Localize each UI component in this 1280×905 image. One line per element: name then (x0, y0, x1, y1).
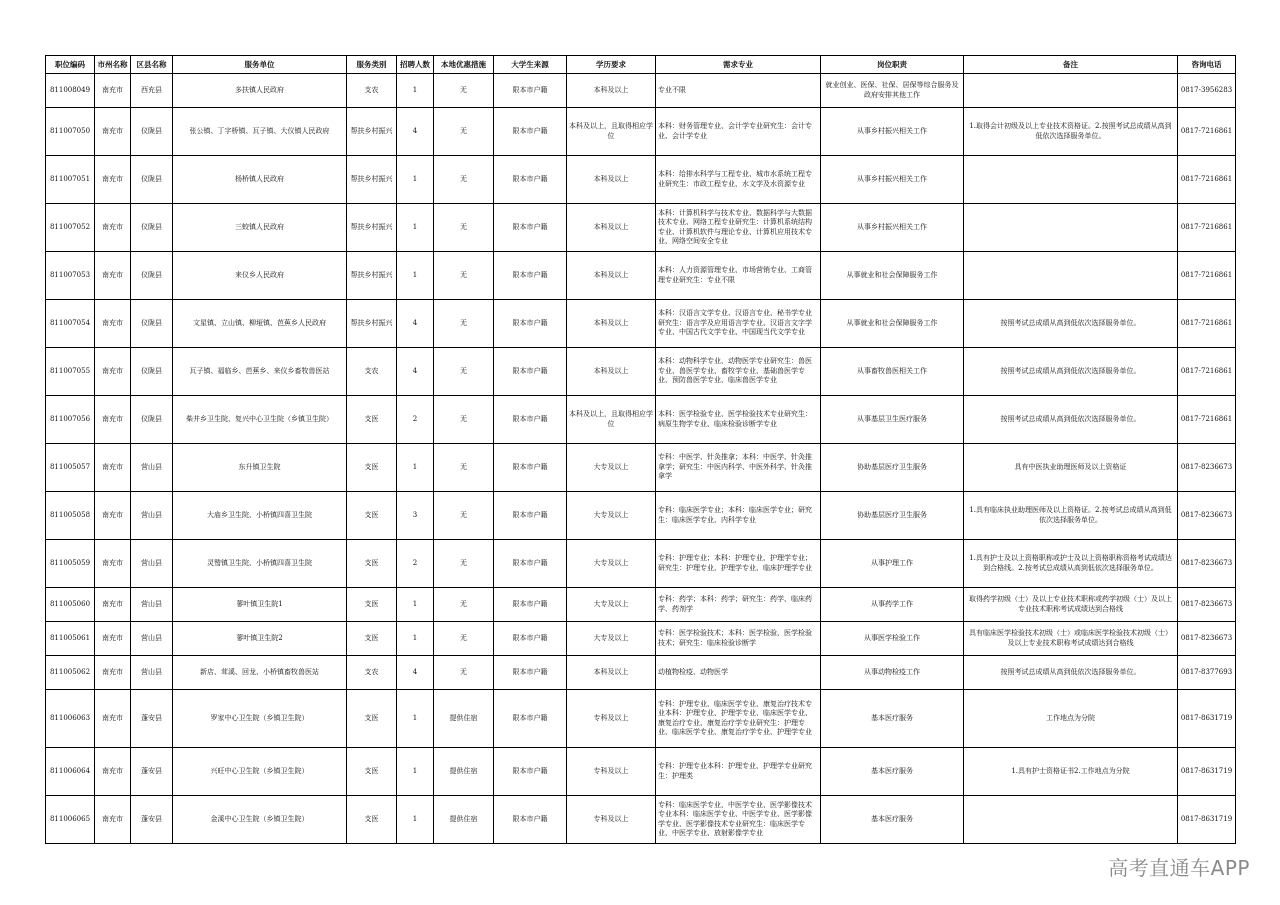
cell-duties: 就业创业、医保、社保、居保等综合服务及政府安排其他工作 (821, 74, 964, 108)
cell-service-type: 支医 (347, 396, 397, 444)
table-row (46, 622, 1236, 656)
cell-job-code: 811007055 (46, 348, 95, 396)
cell-city: 南充市 (95, 74, 131, 108)
cell-remarks: 按照考试总成绩从高到低依次选择服务单位。 (964, 396, 1178, 444)
cell-headcount: 4 (397, 656, 434, 690)
table-row (46, 588, 1236, 622)
cell-duties: 基本医疗服务 (821, 748, 964, 796)
cell-education: 专科及以上 (567, 748, 656, 796)
cell-remarks (964, 796, 1178, 844)
cell-duties: 基本医疗服务 (821, 690, 964, 748)
cell-service-type: 帮扶乡村振兴 (347, 156, 397, 204)
watermark: 高考直通车APP (1108, 856, 1250, 880)
cell-remarks: 按照考试总成绩从高到低依次选择服务单位。 (964, 656, 1178, 690)
cell-remarks: 按照考试总成绩从高到低依次选择服务单位。 (964, 348, 1178, 396)
cell-headcount: 1 (397, 748, 434, 796)
cell-job-code: 811007054 (46, 300, 95, 348)
cell-job-code: 811005057 (46, 444, 95, 492)
header-student-origin: 大学生来源 (494, 56, 567, 74)
header-service-type: 服务类别 (347, 56, 397, 74)
cell-city: 南充市 (95, 690, 131, 748)
cell-county: 仪陇县 (131, 156, 173, 204)
cell-duties: 从事就业和社会保障服务工作 (821, 300, 964, 348)
cell-duties: 从事药学工作 (821, 588, 964, 622)
cell-service-type: 支医 (347, 690, 397, 748)
cell-service-type: 支农 (347, 656, 397, 690)
cell-job-code: 811007053 (46, 252, 95, 300)
cell-required-major: 专科：临床医学专业、中医学专业、医学影像技术专业本科：临床医学专业、中医学专业、医学影像学专业、医学影像技术专业研究生：临床医学专业、中医学专业、放射影像学专业 (656, 796, 821, 844)
cell-required-major: 专科：护理专业、临床医学专业、康复治疗技术专业本科：护理专业、护理学专业、临床医学专业、康复治疗专业、康复治疗学专业研究生：护理专业、临床医学专业、康复治疗学专业、护理学专业 (656, 690, 821, 748)
cell-service-unit: 兴旺中心卫生院（乡镇卫生院） (173, 748, 347, 796)
cell-service-unit: 大庙乡卫生院、小桥镇四喜卫生院 (173, 492, 347, 540)
cell-headcount: 1 (397, 444, 434, 492)
cell-job-code: 811005060 (46, 588, 95, 622)
cell-local-benefit: 无 (434, 588, 494, 622)
cell-city: 南充市 (95, 108, 131, 156)
cell-student-origin: 限本市户籍 (494, 588, 567, 622)
cell-remarks: 按照考试总成绩从高到低依次选择服务单位。 (964, 300, 1178, 348)
table-row (46, 252, 1236, 300)
cell-education: 本科及以上 (567, 300, 656, 348)
cell-phone: 0817-7216861 (1178, 108, 1236, 156)
cell-education: 大专及以上 (567, 622, 656, 656)
cell-city: 南充市 (95, 588, 131, 622)
cell-phone: 0817-8631719 (1178, 796, 1236, 844)
cell-service-unit: 张公镇、丁字桥镇、瓦子镇、大仪镇人民政府 (173, 108, 347, 156)
table-row (46, 348, 1236, 396)
cell-headcount: 1 (397, 74, 434, 108)
table-row (46, 204, 1236, 252)
cell-service-type: 支农 (347, 348, 397, 396)
cell-local-benefit: 无 (434, 396, 494, 444)
cell-county: 蓬安县 (131, 748, 173, 796)
header-education: 学历要求 (567, 56, 656, 74)
cell-service-unit: 东升镇卫生院 (173, 444, 347, 492)
cell-city: 南充市 (95, 748, 131, 796)
cell-service-type: 支医 (347, 588, 397, 622)
cell-headcount: 1 (397, 690, 434, 748)
header-remarks: 备注 (964, 56, 1178, 74)
cell-local-benefit: 无 (434, 300, 494, 348)
cell-local-benefit: 提供住宿 (434, 690, 494, 748)
cell-local-benefit: 无 (434, 444, 494, 492)
cell-county: 营山县 (131, 540, 173, 588)
cell-phone: 0817-7216861 (1178, 396, 1236, 444)
cell-phone: 0817-8377693 (1178, 656, 1236, 690)
cell-city: 南充市 (95, 796, 131, 844)
cell-service-unit: 罗家中心卫生院（乡镇卫生院） (173, 690, 347, 748)
cell-headcount: 1 (397, 622, 434, 656)
cell-phone: 0817-7216861 (1178, 348, 1236, 396)
cell-student-origin: 限本市户籍 (494, 622, 567, 656)
cell-city: 南充市 (95, 204, 131, 252)
cell-student-origin: 限本市户籍 (494, 656, 567, 690)
cell-education: 大专及以上 (567, 492, 656, 540)
cell-student-origin: 限本市户籍 (494, 492, 567, 540)
cell-student-origin: 限本市户籍 (494, 204, 567, 252)
cell-city: 南充市 (95, 156, 131, 204)
cell-local-benefit: 无 (434, 540, 494, 588)
table-row (46, 690, 1236, 748)
cell-service-type: 支医 (347, 748, 397, 796)
cell-headcount: 4 (397, 300, 434, 348)
cell-service-type: 帮扶乡村振兴 (347, 204, 397, 252)
cell-duties: 从事乡村振兴相关工作 (821, 204, 964, 252)
cell-county: 营山县 (131, 622, 173, 656)
cell-phone: 0817-8631719 (1178, 690, 1236, 748)
cell-phone: 0817-7216861 (1178, 252, 1236, 300)
cell-local-benefit: 无 (434, 204, 494, 252)
cell-student-origin: 限本市户籍 (494, 540, 567, 588)
cell-phone: 0817-7216861 (1178, 204, 1236, 252)
header-county: 区县名称 (131, 56, 173, 74)
table-row (46, 540, 1236, 588)
cell-job-code: 811006065 (46, 796, 95, 844)
cell-student-origin: 限本市户籍 (494, 108, 567, 156)
cell-required-major: 专科：药学；本科：药学；研究生：药学、临床药学、药剂学 (656, 588, 821, 622)
table-row (46, 108, 1236, 156)
cell-local-benefit: 提供住宿 (434, 796, 494, 844)
cell-local-benefit: 无 (434, 622, 494, 656)
cell-remarks (964, 74, 1178, 108)
cell-county: 仪陇县 (131, 204, 173, 252)
header-local-benefit: 本地优惠措施 (434, 56, 494, 74)
cell-service-type: 帮扶乡村振兴 (347, 108, 397, 156)
cell-remarks: 取得药学初级（士）及以上专业技术职称或药学初级（士）及以上专业技术职称考试成绩达到合格线 (964, 588, 1178, 622)
cell-local-benefit: 无 (434, 156, 494, 204)
cell-required-major: 专业不限 (656, 74, 821, 108)
cell-county: 仪陇县 (131, 300, 173, 348)
cell-city: 南充市 (95, 656, 131, 690)
cell-remarks: 1.具有临床执业助理医师及以上资格证。2.按考试总成绩从高到低依次选择服务单位。 (964, 492, 1178, 540)
cell-duties: 从事就业和社会保障服务工作 (821, 252, 964, 300)
cell-service-unit: 金溪中心卫生院（乡镇卫生院） (173, 796, 347, 844)
cell-remarks: 1.具有护士及以上资格职称或护士及以上资格职称资格考试成绩达到合格线。2.按考试总成绩从高到低依次选择服务单位。 (964, 540, 1178, 588)
cell-local-benefit: 无 (434, 108, 494, 156)
cell-headcount: 1 (397, 252, 434, 300)
cell-county: 营山县 (131, 588, 173, 622)
cell-county: 营山县 (131, 492, 173, 540)
cell-local-benefit: 提供住宿 (434, 748, 494, 796)
cell-required-major: 本科：汉语言文学专业、汉语言专业、秘书学专业研究生：语言学及应用语言学专业、汉语言文字学专业、中国古代文学专业、中国现当代文学专业 (656, 300, 821, 348)
cell-education: 本科及以上 (567, 74, 656, 108)
header-headcount: 招聘人数 (397, 56, 434, 74)
cell-phone: 0817-7216861 (1178, 156, 1236, 204)
header-duties: 岗位职责 (821, 56, 964, 74)
cell-job-code: 811005059 (46, 540, 95, 588)
cell-local-benefit: 无 (434, 252, 494, 300)
header-phone: 咨询电话 (1178, 56, 1236, 74)
cell-service-type: 支医 (347, 796, 397, 844)
cell-phone: 0817-8236673 (1178, 444, 1236, 492)
table-row (46, 444, 1236, 492)
cell-service-type: 支医 (347, 444, 397, 492)
cell-service-type: 帮扶乡村振兴 (347, 252, 397, 300)
cell-city: 南充市 (95, 540, 131, 588)
cell-service-unit: 杨桥镇人民政府 (173, 156, 347, 204)
cell-education: 本科及以上 (567, 656, 656, 690)
cell-required-major: 本科：人力资源管理专业、市场营销专业、工商管理专业研究生：专业不限 (656, 252, 821, 300)
cell-city: 南充市 (95, 622, 131, 656)
cell-required-major: 本科：计算机科学与技术专业、数据科学与大数据技术专业、网络工程专业研究生：计算机系统结构专业、计算机软件与理论专业、计算机应用技术专业、网络空间安全专业 (656, 204, 821, 252)
cell-education: 专科及以上 (567, 796, 656, 844)
cell-headcount: 1 (397, 796, 434, 844)
cell-service-unit: 新店、茸溪、回龙、小桥镇畜牧兽医站 (173, 656, 347, 690)
cell-duties: 从事乡村振兴相关工作 (821, 108, 964, 156)
cell-remarks: 工作地点为分院 (964, 690, 1178, 748)
cell-required-major: 本科：给排水科学与工程专业、城市水系统工程专业研究生：市政工程专业、水文学及水资源专业 (656, 156, 821, 204)
cell-required-major: 专科：临床医学专业；本科：临床医学专业；研究生：临床医学专业、内科学专业 (656, 492, 821, 540)
cell-required-major: 专科：医学检验技术；本科：医学检验、医学检验技术；研究生：临床检验诊断学 (656, 622, 821, 656)
cell-duties: 基本医疗服务 (821, 796, 964, 844)
cell-phone: 0817-8236673 (1178, 622, 1236, 656)
cell-remarks: 1.取得会计初级及以上专业技术资格证。2.按照考试总成绩从高到低依次选择服务单位。 (964, 108, 1178, 156)
table-body (46, 74, 1236, 844)
cell-job-code: 811008049 (46, 74, 95, 108)
cell-phone: 0817-3956283 (1178, 74, 1236, 108)
cell-remarks: 具有临床医学检验技术初级（士）或临床医学检验技术初级（士）及以上专业技术职称考试成绩达到合格线 (964, 622, 1178, 656)
cell-required-major: 本科：动物科学专业、动物医学专业研究生：兽医专业、兽医学专业、畜牧学专业、基础兽医学专业、预防兽医学专业、临床兽医学专业 (656, 348, 821, 396)
cell-phone: 0817-7216861 (1178, 300, 1236, 348)
cell-job-code: 811005062 (46, 656, 95, 690)
cell-service-unit: 三蛟镇人民政府 (173, 204, 347, 252)
cell-job-code: 811006064 (46, 748, 95, 796)
cell-required-major: 专科：护理专业；本科：护理专业、护理学专业；研究生：护理专业、护理学专业、临床护理学专业 (656, 540, 821, 588)
cell-duties: 协助基层医疗卫生服务 (821, 492, 964, 540)
cell-city: 南充市 (95, 444, 131, 492)
cell-city: 南充市 (95, 396, 131, 444)
cell-student-origin: 限本市户籍 (494, 690, 567, 748)
cell-county: 仪陇县 (131, 108, 173, 156)
cell-student-origin: 限本市户籍 (494, 74, 567, 108)
cell-job-code: 811005061 (46, 622, 95, 656)
cell-student-origin: 限本市户籍 (494, 396, 567, 444)
cell-county: 营山县 (131, 444, 173, 492)
table-row (46, 300, 1236, 348)
cell-phone: 0817-8236673 (1178, 540, 1236, 588)
cell-city: 南充市 (95, 348, 131, 396)
cell-service-type: 支农 (347, 74, 397, 108)
cell-county: 仪陇县 (131, 396, 173, 444)
cell-headcount: 1 (397, 588, 434, 622)
cell-required-major: 本科：财务管理专业、会计学专业研究生：会计专业、会计学专业 (656, 108, 821, 156)
cell-education: 本科及以上 (567, 252, 656, 300)
cell-duties: 从事基层卫生医疗服务 (821, 396, 964, 444)
cell-duties: 从事乡村振兴相关工作 (821, 156, 964, 204)
cell-county: 西充县 (131, 74, 173, 108)
cell-student-origin: 限本市户籍 (494, 796, 567, 844)
cell-duties: 从事动物检疫工作 (821, 656, 964, 690)
cell-headcount: 1 (397, 204, 434, 252)
cell-service-type: 支医 (347, 492, 397, 540)
cell-county: 蓬安县 (131, 690, 173, 748)
cell-job-code: 811005058 (46, 492, 95, 540)
cell-education: 本科及以上 (567, 348, 656, 396)
cell-city: 南充市 (95, 492, 131, 540)
header-service-unit: 服务单位 (173, 56, 347, 74)
header-city: 市州名称 (95, 56, 131, 74)
cell-service-unit: 来仪乡人民政府 (173, 252, 347, 300)
cell-local-benefit: 无 (434, 348, 494, 396)
cell-student-origin: 限本市户籍 (494, 300, 567, 348)
cell-local-benefit: 无 (434, 74, 494, 108)
cell-job-code: 811006063 (46, 690, 95, 748)
cell-service-unit: 蓼叶镇卫生院1 (173, 588, 347, 622)
cell-service-unit: 柴井乡卫生院、复兴中心卫生院（乡镇卫生院） (173, 396, 347, 444)
cell-headcount: 2 (397, 396, 434, 444)
cell-service-unit: 文星镇、立山镇、柳垭镇、芭蕉乡人民政府 (173, 300, 347, 348)
cell-headcount: 1 (397, 156, 434, 204)
cell-student-origin: 限本市户籍 (494, 252, 567, 300)
cell-county: 仪陇县 (131, 348, 173, 396)
cell-student-origin: 限本市户籍 (494, 348, 567, 396)
table-row (46, 796, 1236, 844)
table-row (46, 156, 1236, 204)
cell-student-origin: 限本市户籍 (494, 748, 567, 796)
cell-remarks (964, 156, 1178, 204)
cell-duties: 协助基层医疗卫生服务 (821, 444, 964, 492)
cell-phone: 0817-8631719 (1178, 748, 1236, 796)
header-required-major: 需求专业 (656, 56, 821, 74)
cell-required-major: 动植物检疫、动物医学 (656, 656, 821, 690)
cell-remarks (964, 252, 1178, 300)
cell-required-major: 本科：医学检验专业、医学检验技术专业研究生：病原生物学专业、临床检验诊断学专业 (656, 396, 821, 444)
cell-education: 大专及以上 (567, 444, 656, 492)
cell-remarks: 1.具有护士资格证书2.工作地点为分院 (964, 748, 1178, 796)
cell-local-benefit: 无 (434, 656, 494, 690)
cell-job-code: 811007051 (46, 156, 95, 204)
cell-service-unit: 多扶镇人民政府 (173, 74, 347, 108)
cell-student-origin: 限本市户籍 (494, 156, 567, 204)
cell-required-major: 专科：护理专业本科：护理专业、护理学专业研究生：护理类 (656, 748, 821, 796)
cell-headcount: 4 (397, 108, 434, 156)
cell-duties: 从事畜牧兽医相关工作 (821, 348, 964, 396)
cell-remarks (964, 204, 1178, 252)
cell-remarks: 具有中医执业助理医师及以上资格证 (964, 444, 1178, 492)
cell-city: 南充市 (95, 252, 131, 300)
table-row (46, 74, 1236, 108)
cell-headcount: 3 (397, 492, 434, 540)
cell-city: 南充市 (95, 300, 131, 348)
cell-service-unit: 瓦子镇、福临乡、芭蕉乡、来仪乡畜牧兽医站 (173, 348, 347, 396)
cell-education: 本科及以上 (567, 204, 656, 252)
cell-service-type: 支医 (347, 540, 397, 588)
cell-service-type: 支医 (347, 622, 397, 656)
cell-duties: 从事医学检验工作 (821, 622, 964, 656)
cell-headcount: 2 (397, 540, 434, 588)
cell-education: 本科及以上，且取得相应学位 (567, 396, 656, 444)
header-row (46, 56, 1236, 74)
table-row (46, 396, 1236, 444)
cell-service-type: 帮扶乡村振兴 (347, 300, 397, 348)
table-row (46, 656, 1236, 690)
table-row (46, 492, 1236, 540)
header-job-code: 职位编码 (46, 56, 95, 74)
cell-required-major: 专科：中医学、针灸推拿；本科：中医学、针灸推拿学；研究生：中医内科学、中医外科学、针灸推拿学 (656, 444, 821, 492)
cell-education: 本科及以上，且取得相应学位 (567, 108, 656, 156)
cell-phone: 0817-8236673 (1178, 492, 1236, 540)
cell-education: 大专及以上 (567, 540, 656, 588)
table-row (46, 748, 1236, 796)
cell-student-origin: 限本市户籍 (494, 444, 567, 492)
cell-service-unit: 灵鹫镇卫生院、小桥镇四喜卫生院 (173, 540, 347, 588)
cell-job-code: 811007052 (46, 204, 95, 252)
cell-phone: 0817-8236673 (1178, 588, 1236, 622)
cell-county: 营山县 (131, 656, 173, 690)
cell-local-benefit: 无 (434, 492, 494, 540)
cell-job-code: 811007056 (46, 396, 95, 444)
cell-service-unit: 蓼叶镇卫生院2 (173, 622, 347, 656)
cell-county: 仪陇县 (131, 252, 173, 300)
cell-headcount: 4 (397, 348, 434, 396)
recruitment-table (45, 55, 1236, 844)
cell-education: 大专及以上 (567, 588, 656, 622)
cell-duties: 从事护理工作 (821, 540, 964, 588)
cell-education: 本科及以上 (567, 156, 656, 204)
cell-county: 蓬安县 (131, 796, 173, 844)
cell-education: 专科及以上 (567, 690, 656, 748)
cell-job-code: 811007050 (46, 108, 95, 156)
